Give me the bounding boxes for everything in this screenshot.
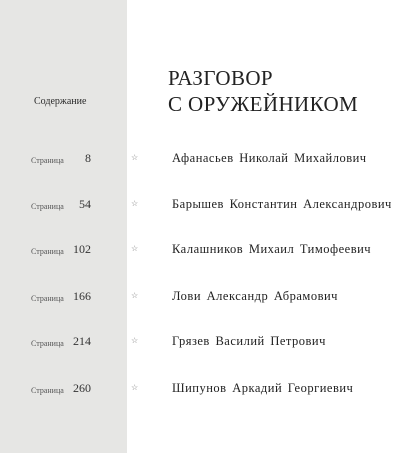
page-number: 102 xyxy=(73,242,91,256)
page-number: 166 xyxy=(73,289,91,303)
page-number: 260 xyxy=(73,381,91,395)
star-icon: ☆ xyxy=(131,153,139,162)
page-word-label: Страница xyxy=(31,386,64,395)
contents-heading: Содержание xyxy=(34,96,87,107)
star-icon: ☆ xyxy=(131,383,139,392)
page-word-label: Страница xyxy=(31,247,64,256)
author-name: Лови Александр Абрамович xyxy=(172,289,338,303)
author-name: Афанасьев Николай Михайлович xyxy=(172,151,367,165)
page-number: 8 xyxy=(85,151,91,165)
toc-entry[interactable] xyxy=(0,288,410,308)
author-name: Барышев Константин Александрович xyxy=(172,197,392,211)
star-icon: ☆ xyxy=(131,291,139,300)
page-word-label: Страница xyxy=(31,294,64,303)
toc-entry[interactable] xyxy=(0,150,410,170)
page-number: 214 xyxy=(73,334,91,348)
toc-entry[interactable] xyxy=(0,241,410,261)
page-number: 54 xyxy=(79,197,91,211)
star-icon: ☆ xyxy=(131,199,139,208)
toc-entry[interactable] xyxy=(0,333,410,353)
star-icon: ☆ xyxy=(131,244,139,253)
author-name: Шипунов Аркадий Георгиевич xyxy=(172,381,354,395)
star-icon: ☆ xyxy=(131,336,139,345)
author-name: Калашников Михаил Тимофеевич xyxy=(172,242,372,256)
toc-entry[interactable] xyxy=(0,196,410,216)
title-line-2: С ОРУЖЕЙНИКОМ xyxy=(168,92,359,116)
page-word-label: Страница xyxy=(31,339,64,348)
page-word-label: Страница xyxy=(31,202,64,211)
toc-entry[interactable] xyxy=(0,380,410,400)
title-line-1: РАЗГОВОР xyxy=(168,66,273,90)
author-name: Грязев Василий Петрович xyxy=(172,334,326,348)
page-word-label: Страница xyxy=(31,156,64,165)
